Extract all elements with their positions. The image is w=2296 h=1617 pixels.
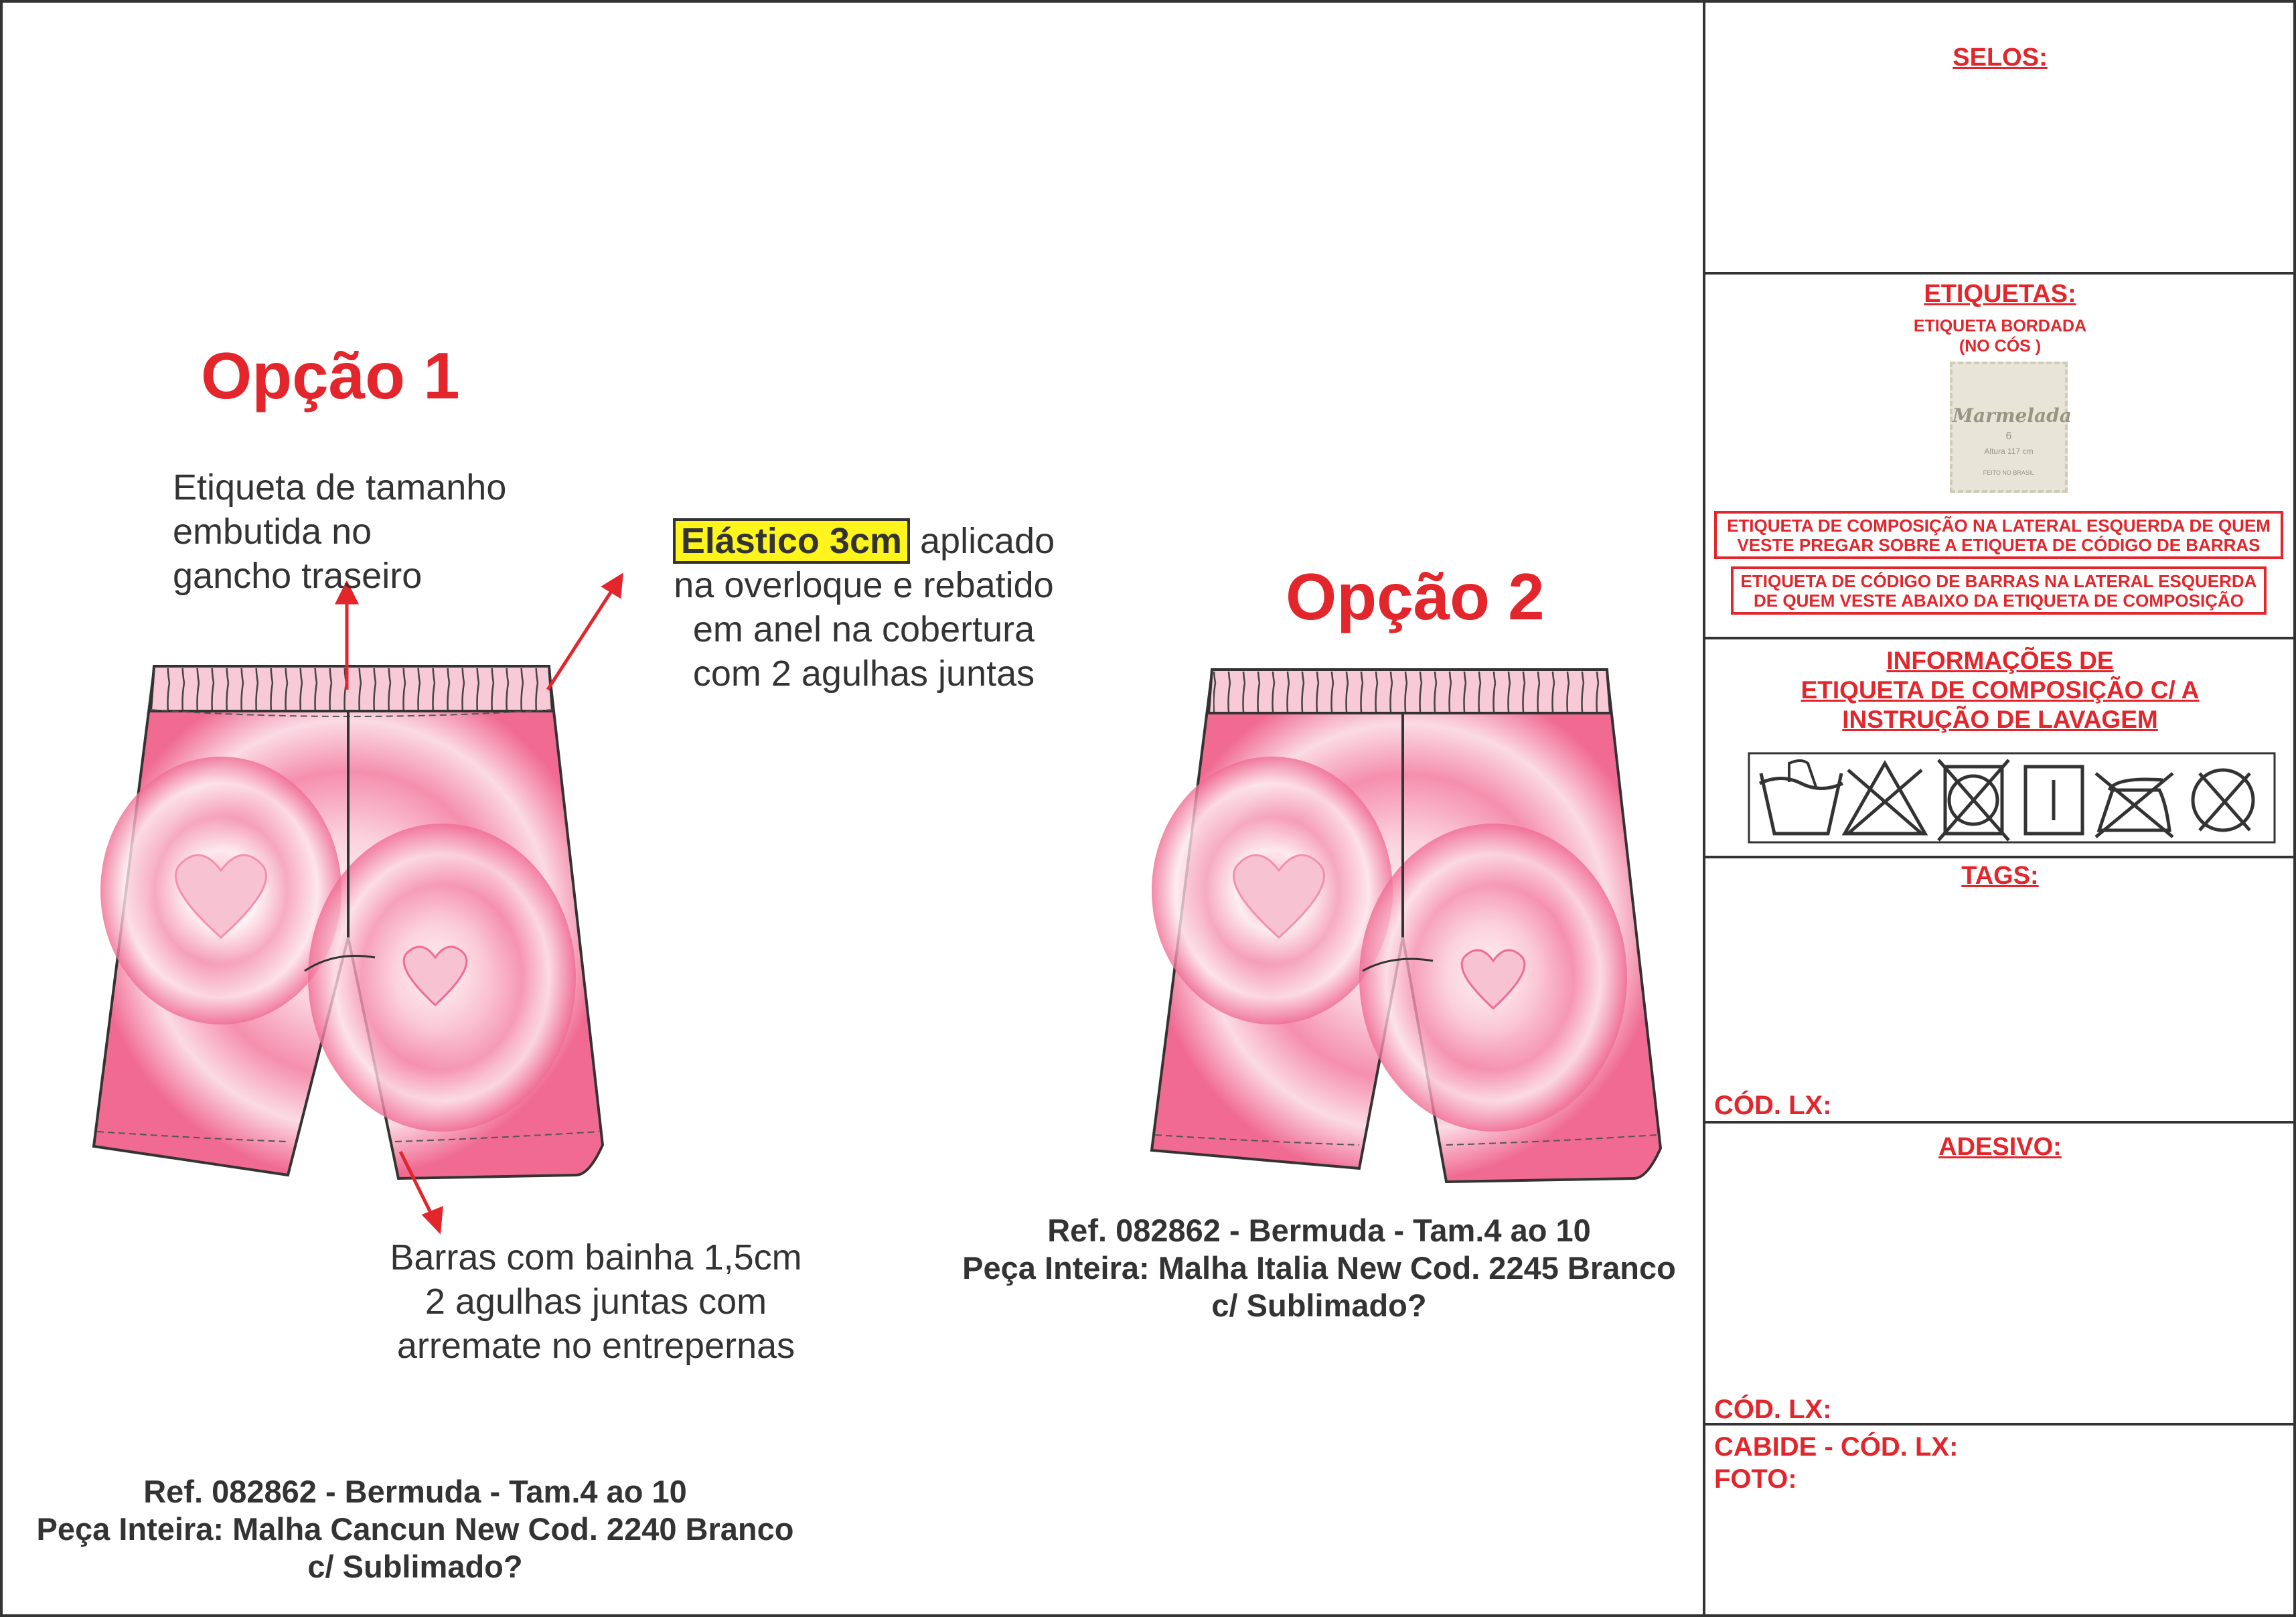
care-symbols — [1749, 753, 2275, 842]
hem-note-line: Barras com bainha 1,5cm — [390, 1237, 802, 1278]
embroidered-label-caption — [1704, 316, 2296, 356]
size-label-note — [173, 465, 506, 598]
shorts-option-1 — [94, 666, 603, 1178]
etiquetas-heading: ETIQUETAS: — [1924, 280, 2076, 308]
note-line: ETIQUETA DE CÓDIGO DE BARRAS NA LATERAL ESQUERDA — [1740, 571, 2257, 591]
elastic-note-line: em anel na cobertura — [692, 609, 1035, 649]
label-made-text: FEITO NO BRASIL — [1983, 469, 2035, 476]
care-info-heading — [1704, 646, 2296, 735]
option-2-reference — [931, 1212, 1707, 1324]
elastic-note — [649, 519, 1078, 696]
heading-line: INSTRUÇÃO DE LAVAGEM — [1842, 706, 2158, 733]
elastic-note-line: Elástico 3cm aplicado — [649, 519, 1078, 563]
heading-line: ETIQUETA DE COMPOSIÇÃO C/ A — [1801, 676, 2200, 704]
adesivo-heading: ADESIVO: — [1938, 1133, 2062, 1161]
size-label-note-line: Etiqueta de tamanho — [173, 467, 507, 508]
tags-heading: TAGS: — [1961, 862, 2039, 890]
foto-label: FOTO: — [1714, 1464, 1797, 1494]
adesivo-cod-lx: CÓD. LX: — [1714, 1395, 1832, 1424]
label-brand-text: Marmelada — [1953, 404, 2072, 427]
size-label-note-line: embutida no — [173, 512, 372, 552]
caption-line: ETIQUETA BORDADA — [1913, 317, 2087, 335]
size-label-note-line: gancho traseiro — [173, 556, 423, 596]
hem-note-line: arremate no entrepernas — [396, 1326, 795, 1366]
label-size-text: 6 — [2005, 431, 2012, 442]
caption-line: (NO CÓS ) — [1959, 337, 2042, 356]
elastic-highlight: Elástico 3cm — [673, 518, 910, 564]
composition-label-note — [1714, 511, 2283, 559]
hem-note-line: 2 agulhas juntas com — [425, 1282, 767, 1322]
reference-line: Ref. 082862 - Bermuda - Tam.4 ao 10 — [143, 1474, 687, 1509]
selos-heading: SELOS: — [1953, 44, 2048, 72]
reference-line: Peça Inteira: Malha Cancun New Cod. 2240 Branco — [36, 1511, 794, 1547]
option-2-title: Opção 2 — [1286, 560, 1545, 633]
reference-line: c/ Sublimado? — [1211, 1288, 1427, 1323]
elastic-note-line: com 2 agulhas juntas — [692, 653, 1035, 694]
note-line: DE QUEM VESTE ABAIXO DA ETIQUETA DE COMPOSIÇÃO — [1754, 591, 2244, 611]
barcode-label-note — [1731, 566, 2267, 615]
reference-line: c/ Sublimado? — [307, 1549, 523, 1584]
note-line: VESTE PREGAR SOBRE A ETIQUETA DE CÓDIGO DE BARRAS — [1737, 535, 2261, 555]
option-1-title: Opção 1 — [201, 339, 460, 412]
cabide-cod-lx: CABIDE - CÓD. LX: — [1714, 1432, 1959, 1462]
note-line: ETIQUETA DE COMPOSIÇÃO NA LATERAL ESQUERDA DE QUEM — [1727, 516, 2271, 536]
label-height-text: Altura 117 cm — [1984, 447, 2034, 456]
option-1-reference — [0, 1473, 830, 1586]
heading-line: INFORMAÇÕES DE — [1886, 647, 2114, 674]
reference-line: Peça Inteira: Malha Italia New Cod. 2245 Branco — [962, 1250, 1676, 1286]
reference-line: Ref. 082862 - Bermuda - Tam.4 ao 10 — [1047, 1213, 1591, 1248]
brand-label-swatch — [1950, 362, 2072, 493]
elastic-note-line: na overloque e rebatido — [674, 565, 1054, 605]
hem-note — [341, 1235, 850, 1368]
tags-cod-lx: CÓD. LX: — [1714, 1091, 1832, 1120]
shorts-option-2 — [1152, 670, 1661, 1182]
